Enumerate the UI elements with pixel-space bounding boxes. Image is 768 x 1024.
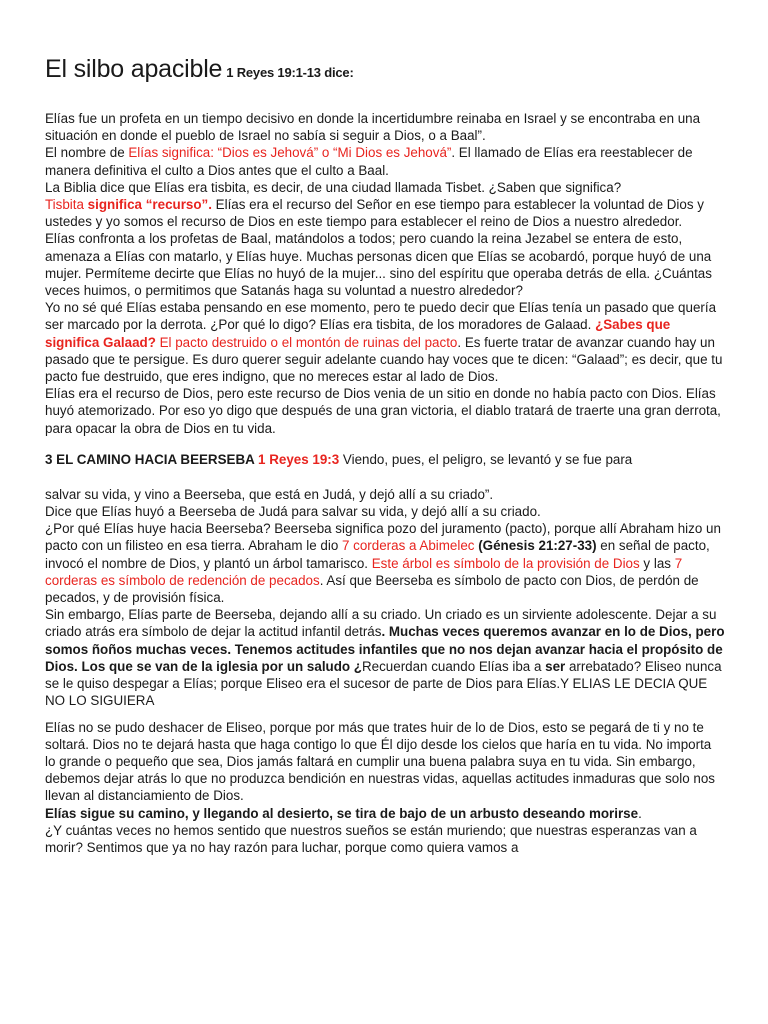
- bold-reference: (Génesis 21:27-33): [474, 538, 597, 554]
- section-bible-reference: 1 Reyes 19:3: [254, 451, 340, 467]
- title-bible-reference: 1 Reyes 19:1-13 dice:: [226, 65, 354, 80]
- title-text: El silbo apacible: [45, 55, 223, 83]
- page-title: [45, 54, 725, 88]
- text-run: . Es fuerte tratar de avanzar cuando hay un pasado que te persigue. Es duro querer seguir adelante cuando hay voces que te dicen: “Galaad”; es decir, que tu pacto fue destruido, que eres indigno, que no mereces estar al lado de Dios.: [45, 334, 723, 385]
- text-run: ¿Por qué Elías huye hacia Beerseba? Beerseba significa pozo del juramento (pacto), porque allí Abraham hizo un pacto con un filisteo en esa tierra. Abraham le dio: [45, 521, 721, 554]
- bold-text: Elías sigue su camino, y llegando al desierto, se tira de bajo de un arbusto deseando morirse: [45, 805, 639, 821]
- text-run: y las: [639, 555, 675, 571]
- highlight-red-bold: significa “recurso”.: [87, 197, 212, 213]
- bold-text: . Muchas veces queremos avanzar en lo de Dios, pero somos ñoños muchas veces. Tenemos actitudes infantiles que no nos dejan avanzar hacia el propósito de Dios. Los que se van de la iglesia por un saludo ¿: [45, 624, 725, 674]
- paragraph-recurso-de-dios: [45, 385, 725, 437]
- paragraph-criado: [45, 606, 725, 709]
- paragraph-tisbita-meaning: [45, 196, 725, 230]
- text-run: . El llamado de Elías era reestablecer de manera definitiva el culto a Dios antes que el culto a Baal.: [45, 145, 693, 178]
- document-page: [45, 54, 725, 856]
- paragraph-galaad: [45, 299, 725, 385]
- highlight-red-bold: ¿Sabes que significa Galaad?: [45, 317, 671, 350]
- paragraph-eliseo: [45, 719, 725, 805]
- text-run: arrebatado? Eliseo nunca se le quiso despegar a Elías; porque Eliseo era el sucesor de parte de Dios para Elías.Y ELIAS LE DECIA QUE NO LO SIGUIERA: [45, 658, 722, 709]
- text-run: Viendo, pues, el peligro, se levantó y se fue para: [339, 451, 633, 467]
- body-text: [45, 110, 725, 856]
- spacer: [45, 468, 725, 486]
- highlight-red: 7 corderas es símbolo de redención de pecados: [45, 555, 683, 588]
- highlight-red: Elías significa: “Dios es Jehová” o “Mi Dios es Jehová”: [128, 145, 452, 161]
- text-run: .: [638, 805, 642, 821]
- highlight-red: 7 corderas a Abimelec: [342, 538, 475, 554]
- spacer: [45, 710, 725, 719]
- text-run: . Así que Beerseba es símbolo de pacto con Dios, de perdón de pecados, y de provisión física.: [45, 572, 699, 606]
- paragraph-elias-intro: [45, 110, 725, 144]
- paragraph-pozo-del-juramento: [45, 520, 725, 606]
- section-heading-beerseba: [45, 451, 725, 468]
- highlight-red: Tisbita: [45, 197, 88, 213]
- text-run: Elías no se pudo deshacer de Eliseo, porque por más que trates huir de lo de Dios, esto se pegará de ti y no te soltará. Dios no te dejará hasta que haga contigo lo que Él dijo desde los cielos que haría en tu vida. No importa lo grande o pequeño que sea, Dios jamás faltará en cumplir una buena palabra suya en tu vida. Sin embargo, debemos dejar atrás lo que no produzca bendición en nuestras vidas, aquellas actitudes inmaduras que solo nos llevan al distanciamiento de Dios.: [45, 719, 715, 804]
- paragraph-salvar-su-vida: [45, 486, 725, 503]
- text-run: Dice que Elías huyó a Beerseba de Judá para salvar su vida, y dejó allí a su criado.: [45, 504, 541, 520]
- text-run: Elías confronta a los profetas de Baal, matándolos a todos; pero cuando la reina Jezabel se entera de esto, amenaza a Elías con matarlo, y Elías huye. Muchas personas dicen que Elías se acobardó, porque huyó de una mujer. Permíteme decirte que Elías no huyó de la mujer... sino del espíritu que operaba detrás de ella. ¿Cuántas veces huimos, o permitimos que Satanás haga su voluntad a nuestro alrededor?: [45, 231, 712, 299]
- bold-text: ser: [545, 658, 566, 674]
- text-run: Recuerdan cuando Elías iba a: [361, 658, 546, 674]
- highlight-red: El pacto destruido o el montón de ruinas del pacto: [155, 334, 458, 350]
- text-run: Elías era el recurso de Dios, pero este recurso de Dios venia de un sitio en donde no había pacto con Dios. Elías huyó atemorizado. Por eso yo digo que después de una gran victoria, el diablo tratará de traerte una gran derrota, para opacar la obra de Dios en tu vida.: [45, 386, 721, 436]
- text-run: Elías era el recurso del Señor en ese tiempo para establecer la voluntad de Dios y ustedes y yo somos el recurso de Dios en este tiempo para establecer el reino de Dios a nuestro alrededor.: [45, 197, 704, 230]
- text-run: salvar su vida, y vino a Beerseba, que está en Judá, y dejó allí a su criado”.: [45, 486, 494, 502]
- text-run: Sin embargo, Elías parte de Beerseba, dejando allí a su criado. Un criado es un sirviente adolescente. Dejar a su criado atrás era símbolo de dejar la actitud infantil detrás: [45, 607, 717, 640]
- paragraph-suenos: [45, 822, 725, 856]
- text-run: El nombre de: [45, 145, 129, 161]
- highlight-red: Este árbol es símbolo de la provisión de Dios: [371, 555, 640, 571]
- paragraph-huyo-a-beerseba: [45, 503, 725, 520]
- text-run: Elías fue un profeta en un tiempo decisivo en donde la incertidumbre reinaba en Israel y se encontraba en una situación en donde el pueblo de Israel no sabía si seguir a Dios, o a Baal”.: [45, 111, 701, 144]
- section-heading-line: [45, 451, 725, 468]
- section-heading-title: 3 EL CAMINO HACIA BEERSEBA: [45, 451, 255, 467]
- paragraph-elias-name: [45, 144, 725, 178]
- text-run: La Biblia dice que Elías era tisbita, es decir, de una ciudad llamada Tisbet. ¿Saben que significa?: [45, 179, 622, 195]
- paragraph-tisbita-question: [45, 179, 725, 196]
- paragraph-desierto: [45, 805, 725, 822]
- text-run: en señal de pacto, invocó el nombre de Dios, y plantó un árbol tamarisco.: [45, 538, 710, 571]
- text-run: ¿Y cuántas veces no hemos sentido que nuestros sueños se están muriendo; que nuestras esperanzas van a morir? Sentimos que ya no hay razón para luchar, porque como quiera vamos a: [45, 822, 697, 855]
- text-run: Yo no sé qué Elías estaba pensando en ese momento, pero te puedo decir que Elías tenía un pasado que quería ser marcado por la derrota. ¿Por qué lo digo? Elías era tisbita, de los moradores de Galaad.: [45, 300, 717, 333]
- paragraph-baal-confrontation: [45, 230, 725, 299]
